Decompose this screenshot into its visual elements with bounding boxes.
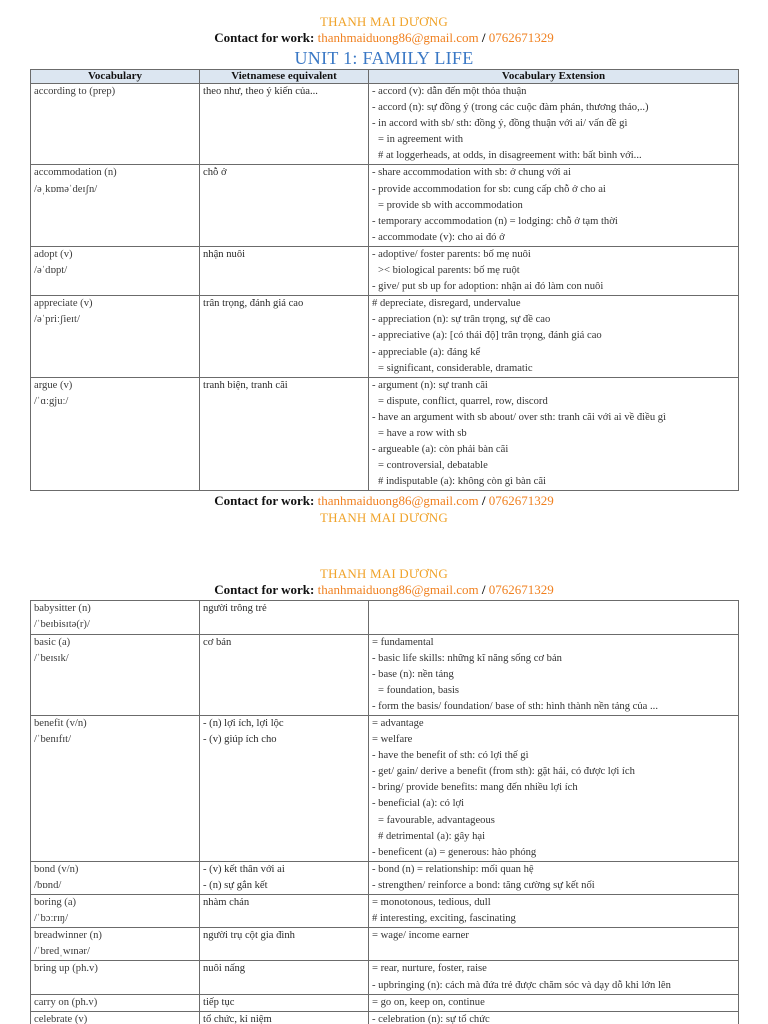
page-2-header: [0, 566, 768, 599]
vietnamese-cell: [200, 895, 369, 928]
vietnamese-cell: [200, 716, 369, 862]
extension-cell: [369, 377, 739, 491]
vietnamese-cell: [200, 861, 369, 894]
cell-line: - appreciative (a): [có thái độ] trân trọng, đánh giá cao: [372, 330, 602, 342]
page-2-contact-phone: 0762671329: [488, 582, 554, 598]
vocab-cell: [31, 961, 200, 994]
table-row: [31, 246, 739, 295]
contact-separator: /: [481, 30, 486, 46]
cell-line: - (n) sự gắn kết: [203, 879, 268, 891]
cell-line: - bond (n) = relationship: mối quan hệ: [372, 863, 534, 875]
cell-line: adopt (v): [34, 248, 73, 260]
cell-line: - argument (n): sự tranh cãi: [372, 379, 488, 391]
extension-cell: [369, 1011, 739, 1024]
cell-line: tranh biện, tranh cãi: [203, 379, 288, 391]
vocabulary-table-1: [30, 69, 739, 491]
cell-line: theo như, theo ý kiến của...: [203, 86, 318, 97]
cell-line: = provide sb with accommodation: [378, 199, 523, 211]
vocab-cell: [31, 861, 200, 894]
contact-label: Contact for work:: [214, 30, 315, 46]
page-2-contact-separator: /: [481, 582, 486, 598]
table-row: [31, 377, 739, 491]
extension-cell: [369, 961, 739, 994]
contact-phone: 0762671329: [488, 30, 554, 46]
vietnamese-cell: [200, 165, 369, 246]
vocab-cell: [31, 1011, 200, 1024]
footer-author-name: THANH MAI DƯƠNG: [320, 509, 448, 525]
cell-line: /ˈbeɪsɪk/: [34, 652, 69, 664]
cell-line: - accommodate (v): cho ai đó ở: [372, 231, 505, 243]
cell-line: argue (v): [34, 379, 73, 391]
cell-line: - have an argument with sb about/ over sth: tranh cãi với ai về điều gì: [372, 411, 667, 423]
cell-line: người trụ cột gia đình: [203, 930, 295, 942]
vocab-cell: [31, 165, 200, 246]
cell-line: = dispute, conflict, quarrel, row, discord: [378, 395, 548, 407]
cell-line: - upbringing (n): cách mà đứa trẻ được chăm sóc và dạy dỗ khi lớn lên: [372, 979, 671, 991]
cell-line: = fundamental: [372, 636, 434, 648]
cell-line: /bɒnd/: [34, 879, 62, 891]
cell-line: - argueable (a): còn phải bàn cãi: [372, 444, 509, 456]
cell-line: - (v) giúp ích cho: [203, 734, 277, 746]
table-row: [31, 895, 739, 928]
cell-line: - get/ gain/ derive a benefit (from sth): gặt hái, có được lợi ích: [372, 766, 635, 778]
table-row: [31, 601, 739, 634]
table-row: [31, 928, 739, 961]
unit-title: UNIT 1: FAMILY LIFE: [294, 47, 474, 68]
vietnamese-cell: [200, 601, 369, 634]
cell-line: carry on (ph.v): [34, 996, 98, 1008]
page-header: [0, 14, 768, 69]
table-row: [31, 716, 739, 862]
page-footer: [0, 493, 768, 526]
extension-cell: [369, 994, 739, 1011]
table-row: [31, 296, 739, 377]
vocab-cell: [31, 634, 200, 715]
cell-line: /əˌkɒməˈdeɪʃn/: [34, 183, 98, 195]
cell-line: - give/ put sb up for adoption: nhận ai đó làm con nuôi: [372, 281, 604, 293]
extension-cell: [369, 716, 739, 862]
cell-line: /əˈpriːʃieɪt/: [34, 314, 80, 326]
extension-cell: [369, 895, 739, 928]
extension-cell: [369, 296, 739, 377]
extension-cell: [369, 246, 739, 295]
cell-line: celebrate (v): [34, 1013, 88, 1024]
cell-line: nuôi nấng: [203, 963, 246, 975]
table-header-row: [31, 70, 739, 84]
extension-cell: [369, 165, 739, 246]
cell-line: tổ chức, kỉ niệm: [203, 1013, 272, 1024]
cell-line: nhận nuôi: [203, 248, 246, 260]
cell-line: - celebration (n): sự tổ chức: [372, 1013, 490, 1024]
cell-line: - provide accommodation for sb: cung cấp chỗ ở cho ai: [372, 183, 606, 195]
cell-line: = have a row with sb: [378, 427, 467, 439]
table-row: [31, 165, 739, 246]
vocab-cell: [31, 994, 200, 1011]
vocab-cell: [31, 246, 200, 295]
vietnamese-cell: [200, 634, 369, 715]
table-row: [31, 84, 739, 165]
table-row: [31, 961, 739, 994]
cell-line: - temporary accommodation (n) = lodging: chỗ ở tạm thời: [372, 215, 618, 227]
cell-line: = significant, considerable, dramatic: [378, 362, 533, 374]
vocab-cell: [31, 928, 200, 961]
extension-cell: [369, 84, 739, 165]
cell-line: người trông trẻ: [203, 603, 267, 615]
table-row: [31, 1011, 739, 1024]
cell-line: - basic life skills: những kĩ năng sống cơ bản: [372, 652, 562, 664]
cell-line: = foundation, basis: [378, 684, 460, 696]
cell-line: appreciate (v): [34, 298, 93, 310]
vietnamese-cell: [200, 961, 369, 994]
cell-line: - appreciable (a): đáng kể: [372, 346, 481, 358]
cell-line: cơ bản: [203, 636, 232, 648]
vietnamese-cell: [200, 1011, 369, 1024]
cell-line: = welfare: [372, 734, 413, 746]
vocab-cell: [31, 601, 200, 634]
vietnamese-cell: [200, 296, 369, 377]
footer-contact-line: [0, 493, 768, 509]
vocab-cell: [31, 84, 200, 165]
cell-line: # at loggerheads, at odds, in disagreement with: bất bình với...: [378, 150, 642, 162]
page-2-contact-email[interactable]: thanhmaiduong86@gmail.com: [317, 582, 479, 598]
cell-line: basic (a): [34, 636, 71, 648]
contact-email[interactable]: thanhmaiduong86@gmail.com: [317, 30, 479, 46]
extension-cell: [369, 601, 739, 634]
cell-line: - base (n): nền tảng: [372, 668, 454, 680]
cell-line: boring (a): [34, 897, 77, 909]
cell-line: /ˈbeɪbisɪtə(r)/: [34, 619, 90, 631]
page-break: [0, 526, 768, 566]
cell-line: trân trọng, đánh giá cao: [203, 298, 304, 310]
cell-line: - beneficent (a) = generous: hào phóng: [372, 846, 537, 858]
extension-cell: [369, 861, 739, 894]
page-2-contact-label: Contact for work:: [214, 582, 315, 598]
page-2-contact-line: [0, 582, 768, 598]
cell-line: = advantage: [372, 718, 424, 729]
footer-contact-separator: /: [481, 493, 486, 509]
vietnamese-cell: [200, 928, 369, 961]
cell-line: - accord (n): sự đồng ý (trong các cuộc đàm phán, thương thảo,..): [372, 102, 649, 114]
cell-line: = in agreement with: [378, 134, 464, 146]
cell-line: babysitter (n): [34, 603, 91, 615]
cell-line: = monotonous, tedious, dull: [372, 897, 491, 909]
cell-line: # indisputable (a): không còn gì bàn cãi: [378, 476, 546, 488]
cell-line: - adoptive/ foster parents: bố mẹ nuôi: [372, 248, 531, 260]
footer-contact-phone: 0762671329: [488, 493, 554, 509]
vocabulary-table-2: [30, 600, 739, 1024]
cell-line: = wage/ income earner: [372, 930, 469, 942]
cell-line: = controversial, debatable: [378, 460, 488, 472]
cell-line: - have the benefit of sth: có lợi thế gì: [372, 750, 529, 762]
cell-line: >< biological parents: bố mẹ ruột: [378, 265, 520, 277]
footer-contact-label: Contact for work:: [214, 493, 315, 509]
cell-line: /əˈdɒpt/: [34, 265, 68, 277]
cell-line: /ˈbredˌwɪnər/: [34, 946, 90, 958]
cell-line: /ˈbɔːrɪŋ/: [34, 913, 69, 925]
cell-line: nhàm chán: [203, 897, 250, 909]
cell-line: - (v) kết thân với ai: [203, 863, 285, 875]
vocab-cell: [31, 296, 200, 377]
contact-line: [0, 30, 768, 46]
cell-line: bond (v/n): [34, 863, 79, 875]
cell-line: - form the basis/ foundation/ base of sth: hình thành nền tảng của ...: [372, 700, 658, 712]
vietnamese-cell: [200, 994, 369, 1011]
vocab-cell: [31, 716, 200, 862]
cell-line: - beneficial (a): có lợi: [372, 798, 465, 810]
cell-line: /ˈbenɪfɪt/: [34, 734, 72, 746]
vietnamese-cell: [200, 377, 369, 491]
cell-line: benefit (v/n): [34, 718, 87, 729]
cell-line: - share accommodation with sb: ở chung với ai: [372, 167, 571, 179]
cell-line: /ˈɑːgjuː/: [34, 395, 69, 407]
vocab-cell: [31, 895, 200, 928]
cell-line: # detrimental (a): gây hại: [378, 830, 486, 842]
cell-line: = rear, nurture, foster, raise: [372, 963, 487, 975]
footer-contact-email[interactable]: thanhmaiduong86@gmail.com: [317, 493, 479, 509]
author-name: THANH MAI DƯƠNG: [320, 14, 448, 29]
cell-line: chỗ ở: [203, 167, 227, 179]
extension-cell: [369, 634, 739, 715]
table-row: [31, 994, 739, 1011]
vietnamese-cell: [200, 84, 369, 165]
header-vietnamese-equivalent: Vietnamese equivalent: [200, 70, 369, 84]
cell-line: tiếp tục: [203, 996, 235, 1008]
vietnamese-cell: [200, 246, 369, 295]
extension-cell: [369, 928, 739, 961]
header-vocabulary: Vocabulary: [31, 70, 200, 84]
cell-line: = go on, keep on, continue: [372, 996, 485, 1008]
vocab-cell: [31, 377, 200, 491]
cell-line: # depreciate, disregard, undervalue: [372, 298, 521, 310]
cell-line: bring up (ph.v): [34, 963, 98, 975]
cell-line: - bring/ provide benefits: mang đến nhiều lợi ích: [372, 782, 578, 794]
cell-line: = favourable, advantageous: [378, 814, 495, 826]
cell-line: - strengthen/ reinforce a bond: tăng cường sự kết nối: [372, 879, 595, 891]
page-2-author-name: THANH MAI DƯƠNG: [320, 565, 448, 581]
cell-line: - appreciation (n): sự trân trọng, sự đề cao: [372, 314, 551, 326]
cell-line: - in accord with sb/ sth: đồng ý, đồng thuận với ai/ vấn đề gì: [372, 118, 628, 130]
cell-line: breadwinner (n): [34, 930, 102, 942]
cell-line: # interesting, exciting, fascinating: [372, 913, 516, 925]
cell-line: - (n) lợi ích, lợi lộc: [203, 718, 284, 729]
cell-line: according to (prep): [34, 86, 116, 97]
table-row: [31, 861, 739, 894]
table-row: [31, 634, 739, 715]
cell-line: - accord (v): dẫn đến một thỏa thuận: [372, 86, 527, 97]
cell-line: accommodation (n): [34, 167, 117, 179]
header-vocabulary-extension: Vocabulary Extension: [369, 70, 739, 84]
